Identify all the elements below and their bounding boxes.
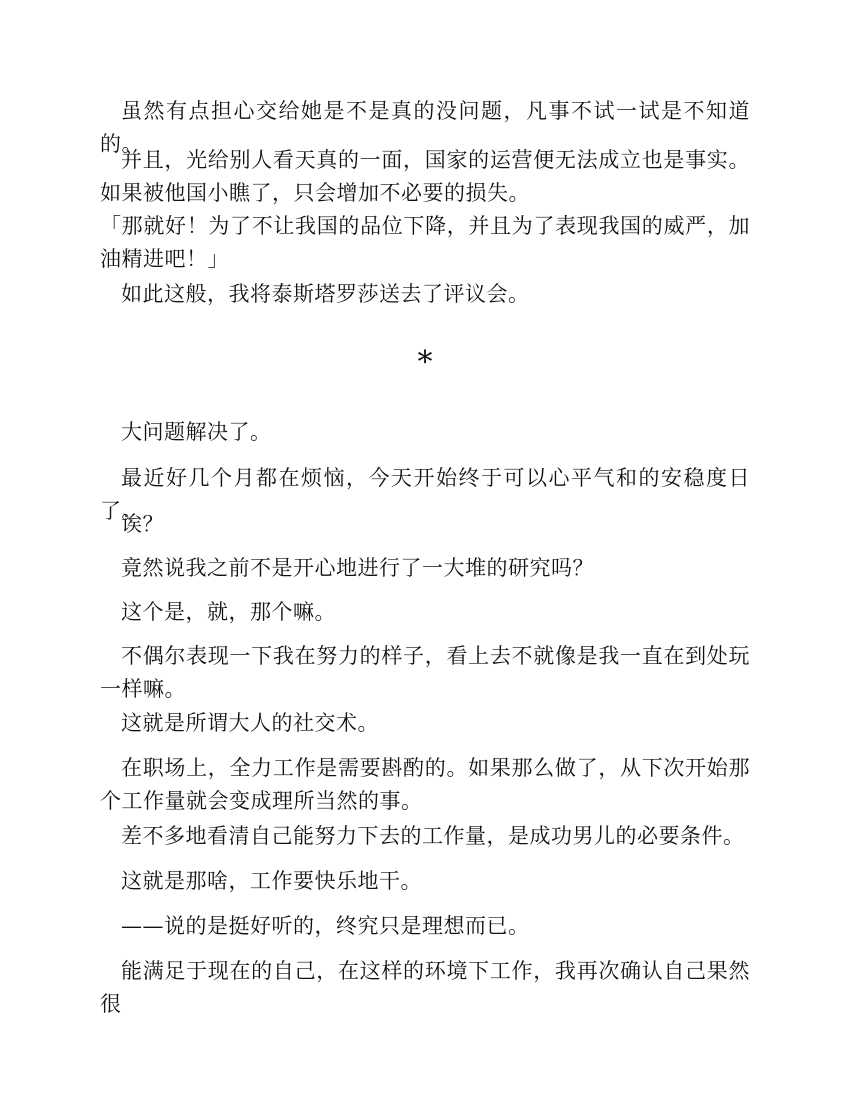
paragraph: 在职场上，全力工作是需要斟酌的。如果那么做了，从下次开始那个工作量就会变成理所当然的事。 — [100, 756, 750, 813]
scene-break-separator: * — [417, 345, 433, 380]
paragraph: 最近好几个月都在烦恼，今天开始终于可以心平气和的安稳度日了。 — [100, 466, 750, 523]
paragraph: 差不多地看清自己能努力下去的工作量，是成功男儿的必要条件。 — [121, 824, 745, 848]
paragraph: 如此这般，我将泰斯塔罗莎送去了评议会。 — [121, 282, 530, 306]
paragraph: ——说的是挺好听的，终究只是理想而已。 — [121, 914, 530, 938]
paragraph: 竟然说我之前不是开心地进行了一大堆的研究吗？ — [121, 556, 594, 580]
paragraph: 诶？ — [121, 512, 164, 536]
paragraph: 并且，光给别人看天真的一面，国家的运营便无法成立也是事实。如果被他国小瞧了，只会增加不必要的损失。 — [100, 148, 750, 205]
paragraph: 能满足于现在的自己，在这样的环境下工作，我再次确认自己果然很 — [100, 959, 750, 1016]
dialogue-paragraph: 「那就好！为了不让我国的品位下降，并且为了表现我国的威严，加油精进吧！」 — [100, 214, 750, 271]
paragraph: 不偶尔表现一下我在努力的样子，看上去不就像是我一直在到处玩一样嘛。 — [100, 644, 750, 701]
paragraph: 这就是那啥，工作要快乐地干。 — [121, 869, 422, 893]
paragraph: 这个是，就，那个嘛。 — [121, 600, 336, 624]
paragraph: 虽然有点担心交给她是不是真的没问题，凡事不试一试是不知道的。 — [100, 99, 750, 156]
paragraph: 这就是所谓大人的社交术。 — [121, 711, 379, 735]
paragraph: 大问题解决了。 — [121, 420, 272, 444]
